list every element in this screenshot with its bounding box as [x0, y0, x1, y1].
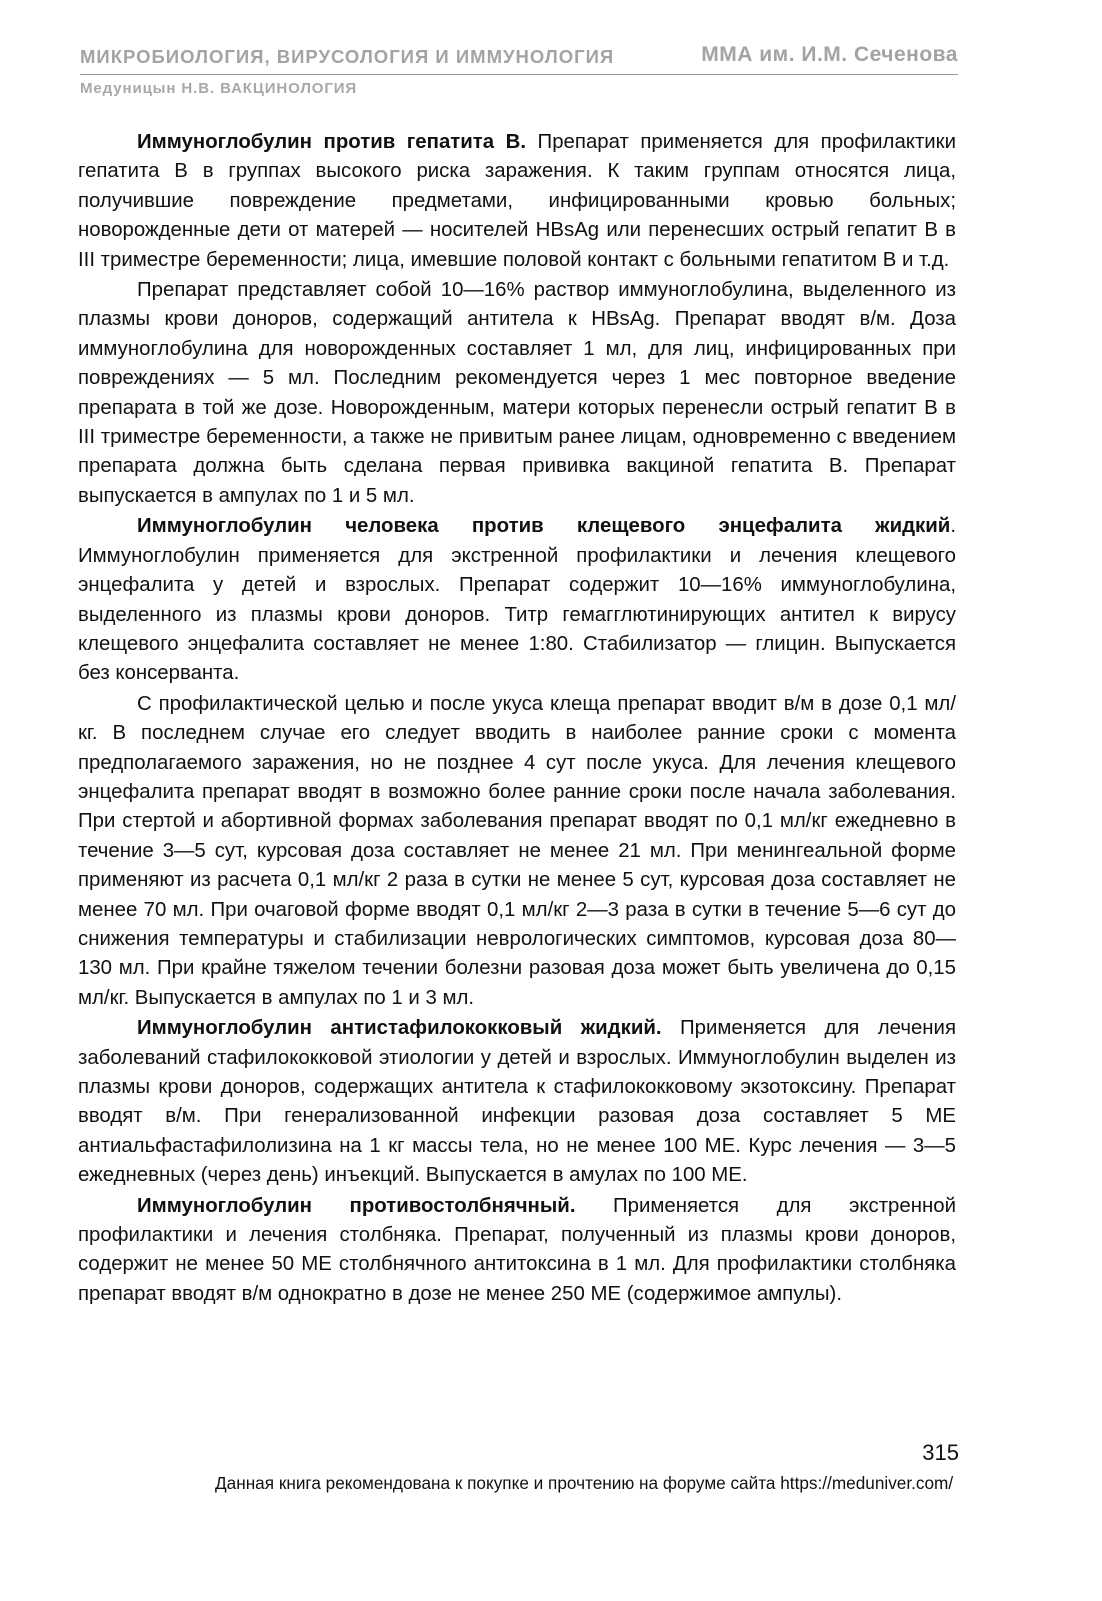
paragraph-term: Иммуноглобулин человека против клещевого энцефалита жидкий: [137, 515, 951, 538]
paragraph-text: Препарат представляет собой 10—16% раствор иммуноглобулина, выделенного из плазмы крови доноров, содержащий антитела к HBsAg. Препарат вводят в/м. Доза иммуноглобулина для новорожденных составляет 1 мл, для лиц, инфицированных при повреждениях — 5 мл. Последним рекомендуется через 1 мес повторное введение препарата в той же дозе. Новорожденным, матери которых перенесли острый гепатит В в III триместре беременности, а также не привитым ранее лицам, одновременно с введением препарата должна быть сделана первая прививка вакциной гепатита В. Препарат выпускается в ампулах по 1 и 5 мл.: [78, 279, 956, 507]
paragraph-text: Препарат применяется для профилактики гепатита В в группах высокого риска заражения. К таким группам относятся лица, получившие повреждение предметами, инфицированными кровью больных; новорожденные дети от матерей — носителей HBsAg или перенесших острый гепатит В в III триместре беременности; лица, имевшие половой контакт с больными гепатитом В и т.д.: [78, 131, 956, 271]
paragraph-text: . Иммуноглобулин применяется для экстренной профилактики и лечения клещевого энцефалита у детей и взрослых. Препарат содержит 10—16% иммуноглобулина, выделенного из плазмы крови доноров. Титр гемагглютинирующих антител к вирусу клещевого энцефалита составляет не менее 1:80. Стабилизатор — глицин. Выпускается без консерванта.: [78, 515, 956, 685]
header-author-book: Медуницын Н.В. ВАКЦИНОЛОГИЯ: [80, 80, 358, 97]
footer-note: Данная книга рекомендована к покупке и прочтению на форуме сайта https://meduniver.com/: [215, 1473, 954, 1493]
paragraph-hepatitis-b-ig: [78, 128, 956, 275]
page-number: 315: [922, 1440, 959, 1465]
paragraph-tick-encephalitis-ig: [78, 512, 956, 688]
page-body: [78, 128, 956, 1309]
paragraph-text: С профилактической целью и после укуса клеща препарат вводит в/м в дозе 0,1 мл/кг. В последнем случае его следует вводить в наиболее ранние сроки с момента предполагаемого заражения, но не позднее 4 сут после укуса. Для лечения клещевого энцефалита препарат вводят в возможно более ранние сроки после начала заболевания. При стертой и абортивной формах заболевания препарат вводят по 0,1 мл/кг ежедневно в течение 3—5 сут, курсовая доза составляет не менее 21 мл. При менингеальной форме применяют из расчета 0,1 мл/кг 2 раза в сутки не менее 5 сут, курсовая доза составляет не менее 70 мл. При очаговой форме вводят 0,1 мл/кг 2—3 раза в сутки в течение 5—6 сут до снижения температуры и стабилизации неврологических симптомов, курсовая доза 80—130 мл. При крайне тяжелом течении болезни разовая доза может быть увеличена до 0,15 мл/кг. Выпускается в ампулах по 1 и 3 мл.: [78, 692, 956, 1009]
paragraph-text: Применяется для лечения заболеваний стафилококковой этиологии у детей и взрослых. Иммуноглобулин выделен из плазмы крови доноров, содержащих антитела к стафилококковому экзотоксину. Препарат вводят в/м. При генерализованной инфекции разовая доза составляет 5 МЕ антиальфастафилолизина на 1 кг массы тела, но не менее 100 МЕ. Курс лечения — 3—5 ежедневных (через день) инъекций. Выпускается в амулах по 100 МЕ.: [78, 1017, 956, 1187]
header-subject: МИКРОБИОЛОГИЯ, ВИРУСОЛОГИЯ И ИММУНОЛОГИЯ: [80, 46, 615, 67]
paragraph-text: Применяется для экстренной профилактики и лечения столбняка. Препарат, полученный из плазмы крови доноров, содержит не менее 50 МЕ столбнячного антитоксина в 1 мл. Для профилактики столбняка препарат вводят в/м однократно в дозе не менее 250 МЕ (содержимое ампулы).: [78, 1194, 956, 1305]
header-institution: ММА им. И.М. Сеченова: [701, 43, 958, 66]
paragraph-tick-encephalitis-dosage: [78, 690, 956, 1013]
paragraph-term: Иммуноглобулин против гепатита В.: [137, 131, 527, 153]
paragraph-antistaphylococcal-ig: [78, 1014, 956, 1190]
paragraph-term: Иммуноглобулин антистафилококковый жидкий.: [137, 1017, 662, 1040]
running-header: [80, 43, 958, 75]
paragraph-antitetanus-ig: [78, 1192, 956, 1310]
paragraph-hepatitis-b-ig-composition: [78, 276, 956, 511]
paragraph-term: Иммуноглобулин противостолбнячный.: [137, 1194, 576, 1217]
